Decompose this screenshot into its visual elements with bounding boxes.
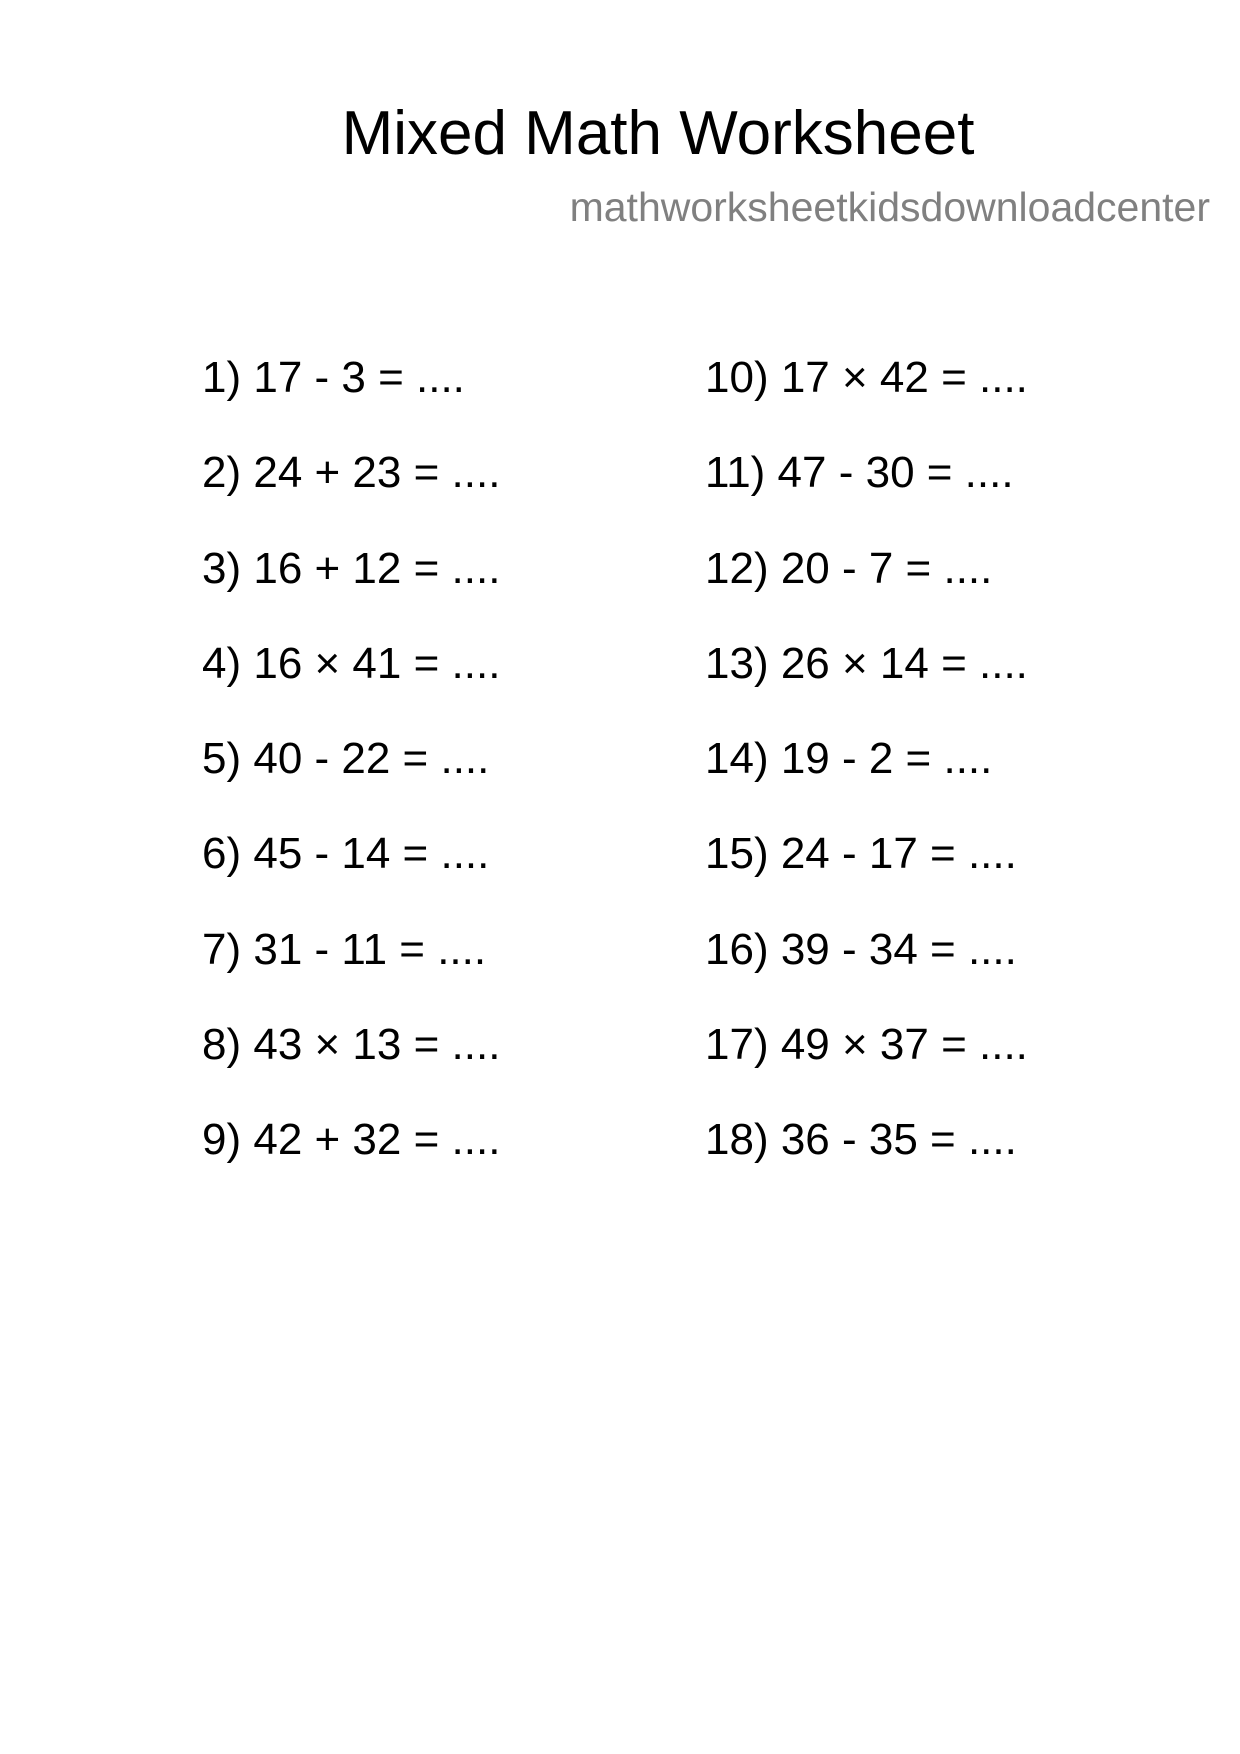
problem-item: 8) 43 × 13 = .... bbox=[202, 1020, 501, 1070]
problem-item: 16) 39 - 34 = .... bbox=[705, 924, 1017, 974]
problem-item: 2) 24 + 23 = .... bbox=[202, 448, 501, 498]
problem-item: 4) 16 × 41 = .... bbox=[202, 638, 501, 688]
problem-item: 15) 24 - 17 = .... bbox=[705, 829, 1017, 879]
problem-item: 6) 45 - 14 = .... bbox=[202, 829, 490, 879]
problem-item: 17) 49 × 37 = .... bbox=[705, 1020, 1028, 1070]
problem-item: 18) 36 - 35 = .... bbox=[705, 1115, 1017, 1165]
problem-item: 7) 31 - 11 = .... bbox=[202, 924, 487, 974]
source-subtitle: mathworksheetkidsdownloadcenter bbox=[569, 184, 1210, 230]
problem-item: 1) 17 - 3 = .... bbox=[202, 353, 465, 402]
problem-item: 13) 26 × 14 = .... bbox=[705, 638, 1028, 688]
problems-column-left bbox=[202, 350, 500, 1208]
problems-column-right bbox=[705, 350, 1028, 1208]
problem-item: 10) 17 × 42 = .... bbox=[705, 353, 1028, 402]
problem-item: 11) 47 - 30 = .... bbox=[705, 448, 1014, 498]
problem-item: 12) 20 - 7 = .... bbox=[705, 543, 993, 593]
problem-item: 9) 42 + 32 = .... bbox=[202, 1115, 501, 1165]
problem-item: 14) 19 - 2 = .... bbox=[705, 734, 993, 784]
problem-item: 5) 40 - 22 = .... bbox=[202, 734, 490, 784]
problem-item: 3) 16 + 12 = .... bbox=[202, 543, 501, 593]
page-title: Mixed Math Worksheet bbox=[341, 99, 975, 168]
